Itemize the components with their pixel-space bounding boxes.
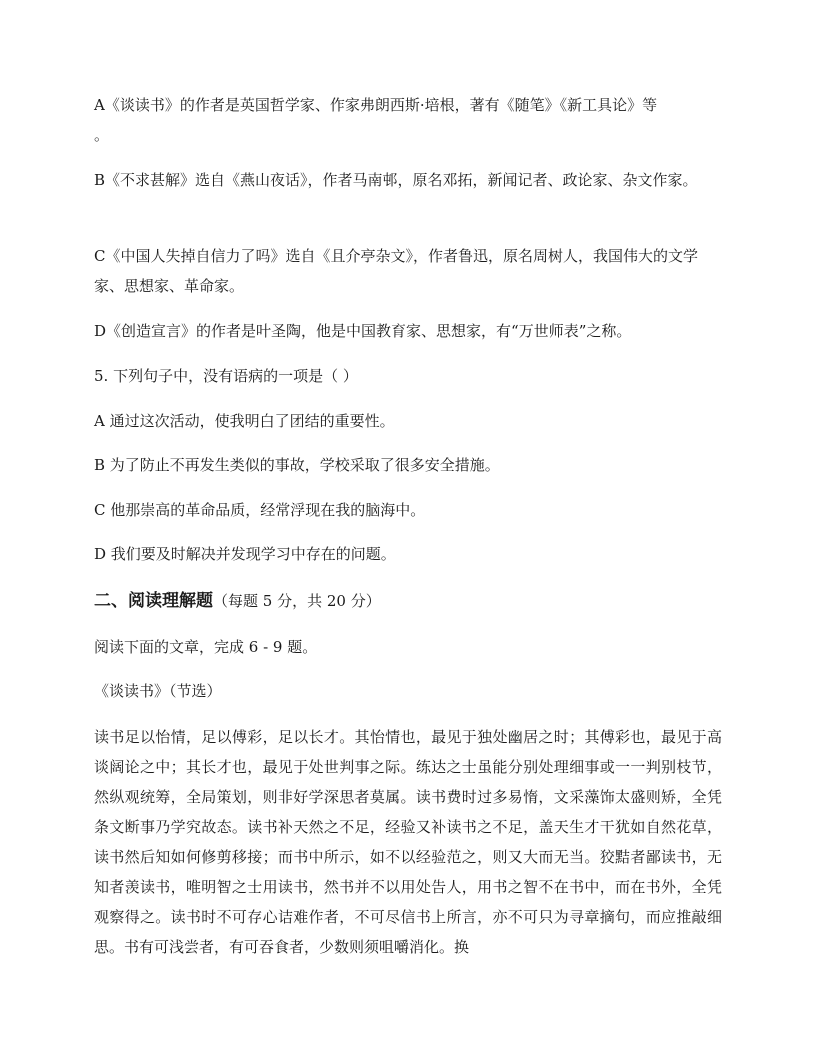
q5-option-c: C 他那崇高的革命品质，经常浮现在我的脑海中。 xyxy=(94,501,426,519)
passage-body: 读书足以怡情，足以傅彩，足以长才。其怡情也，最见于独处幽居之时；其傅彩也，最见于高谈阔论之中；其长才也，最见于处世判事之际。练达之士虽能分别处理细事或一一判别枝节，然纵观统筹，全局策划，则非好学深思者莫属。读书费时过多易惰，文采藻饰太盛则矫，全凭条文断事乃学究故态。读书补天然之不足，经验又补读书之不足，盖天生才干犹如自然花草，读书然后知如何修剪移接；而书中所示，如不以经验范之，则又大而无当。狡黠者鄙读书，无知者羡读书，唯明智之士用读书，然书并不以用处告人，用书之智不在书中，而在书外，全凭观察得之。读书时不可存心诘难作者，不可尽信书上所言，亦不可只为寻章摘句，而应推敲细思。书有可浅尝者，有可吞食者，少数则须咀嚼消化。换 xyxy=(94,728,722,956)
reading-instruction: 阅读下面的文章，完成 6 - 9 题。 xyxy=(94,638,318,656)
q4-option-c: C《中国人失掉自信力了吗》选自《且介亭杂文》，作者鲁迅，原名周树人，我国伟大的文学家、思想家、革命家。 xyxy=(94,247,698,295)
q5-option-d: D 我们要及时解决并发现学习中存在的问题。 xyxy=(94,545,396,563)
q4-option-a xyxy=(94,90,722,150)
section-2-title: 二、阅读理解题 xyxy=(94,591,213,611)
q4-option-a-line2: 。 xyxy=(94,126,110,144)
q4-option-d: D《创造宣言》的作者是叶圣陶，他是中国教育家、思想家，有“万世师表”之称。 xyxy=(94,322,632,340)
q5-stem: 5. 下列句子中，没有语病的一项是（ ） xyxy=(94,367,358,385)
passage-title: 《谈读书》（节选） xyxy=(94,682,222,700)
section-2-score: （每题 5 分，共 20 分） xyxy=(213,592,381,610)
q5-option-a: A 通过这次活动，使我明白了团结的重要性。 xyxy=(94,412,395,430)
section-2-heading xyxy=(94,586,722,616)
q4-option-a-line1: A《谈读书》的作者是英国哲学家、作家弗朗西斯·培根，著有《随笔》《新工具论》等 xyxy=(94,96,658,114)
q5-option-b: B 为了防止不再发生类似的事故，学校采取了很多安全措施。 xyxy=(94,456,500,474)
q4-option-b: B《不求甚解》选自《燕山夜话》，作者马南邨，原名邓拓，新闻记者、政论家、杂文作家。 xyxy=(94,171,698,189)
